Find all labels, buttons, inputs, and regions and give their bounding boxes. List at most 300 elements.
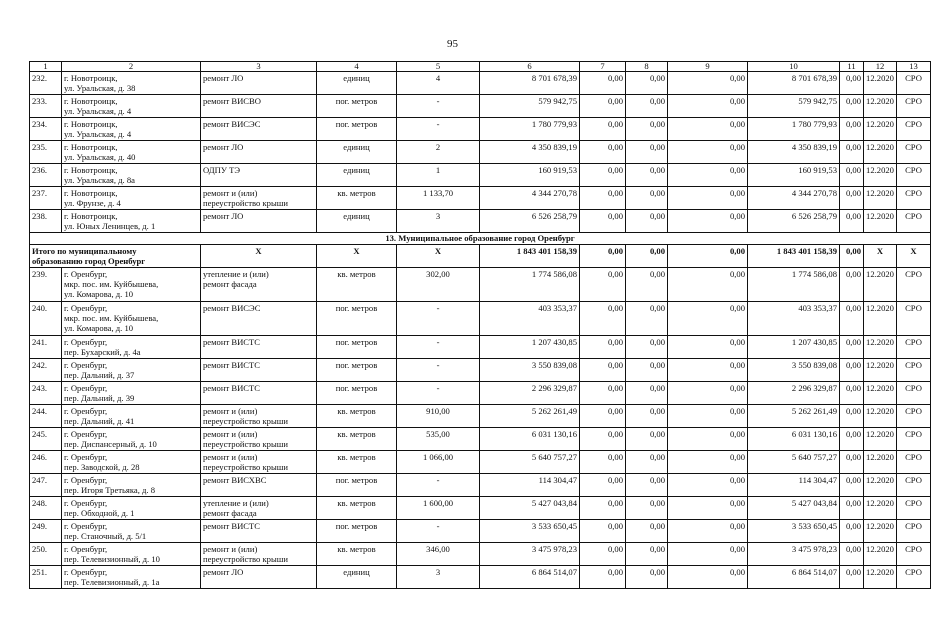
- table-row: [30, 451, 931, 474]
- value-cell: 0,00: [626, 497, 668, 520]
- value-cell: 0,00: [668, 543, 748, 566]
- cell-line: г. Оренбург,: [64, 429, 108, 439]
- row-number: 250.: [30, 543, 62, 566]
- unit-cell: единиц: [317, 141, 397, 164]
- completion-date-cell: 12.2020: [864, 141, 897, 164]
- cell-line: пер. Обходной, д. 1: [64, 508, 135, 518]
- total-cost-cell: 114 304,47: [480, 474, 580, 497]
- quantity-cell: 3: [397, 566, 480, 589]
- address-cell: [62, 520, 201, 543]
- table-row: [30, 268, 931, 302]
- value-cell: 0,00: [626, 72, 668, 95]
- table-row: [30, 405, 931, 428]
- table-row: [30, 336, 931, 359]
- address-cell: [62, 268, 201, 302]
- source-cell: СРО: [897, 118, 931, 141]
- cell-line: ул. Юных Ленинцев, д. 1: [64, 221, 156, 231]
- row-number: 232.: [30, 72, 62, 95]
- total-cost-cell: 2 296 329,87: [480, 382, 580, 405]
- value-cell: 0,00: [580, 497, 626, 520]
- regional-fund-cell: 1 774 586,08: [748, 268, 840, 302]
- source-cell: СРО: [897, 520, 931, 543]
- cell-line: ремонт и (или): [203, 188, 258, 198]
- total-cost-cell: 6 526 258,79: [480, 210, 580, 233]
- address-cell: [62, 95, 201, 118]
- value-cell: 0,00: [840, 428, 864, 451]
- cell-line: переустройство крыши: [203, 439, 288, 449]
- value-cell: 0,00: [580, 95, 626, 118]
- cell-line: ремонт ЛО: [203, 211, 244, 221]
- cell-line: г. Оренбург,: [64, 521, 108, 531]
- regional-fund-cell: 3 550 839,08: [748, 359, 840, 382]
- value-cell: 0,00: [580, 210, 626, 233]
- x-mark: X: [201, 245, 317, 268]
- unit-cell: единиц: [317, 164, 397, 187]
- regional-fund-cell: 5 262 261,49: [748, 405, 840, 428]
- value-cell: 0,00: [668, 566, 748, 589]
- cell-line: ремонт ЛО: [203, 567, 244, 577]
- value-cell: 0,00: [626, 302, 668, 336]
- value-cell: 0,00: [668, 245, 748, 268]
- value-cell: 0,00: [840, 268, 864, 302]
- total-cost-cell: 4 344 270,78: [480, 187, 580, 210]
- address-cell: [62, 543, 201, 566]
- x-mark: X: [397, 245, 480, 268]
- unit-cell: пог. метров: [317, 118, 397, 141]
- cell-line: ремонт ВИСТС: [203, 521, 261, 531]
- unit-cell: кв. метров: [317, 543, 397, 566]
- value-cell: 0,00: [580, 187, 626, 210]
- value-cell: 0,00: [626, 566, 668, 589]
- completion-date-cell: 12.2020: [864, 210, 897, 233]
- completion-date-cell: 12.2020: [864, 405, 897, 428]
- row-number: 246.: [30, 451, 62, 474]
- address-cell: [62, 566, 201, 589]
- source-cell: СРО: [897, 95, 931, 118]
- value-cell: 0,00: [840, 118, 864, 141]
- cell-line: г. Новотроицк,: [64, 142, 118, 152]
- value-cell: 0,00: [580, 451, 626, 474]
- value-cell: 0,00: [840, 210, 864, 233]
- unit-cell: кв. метров: [317, 428, 397, 451]
- source-cell: СРО: [897, 428, 931, 451]
- value-cell: 0,00: [580, 302, 626, 336]
- total-cost-cell: 1 774 586,08: [480, 268, 580, 302]
- column-number-cell: 9: [668, 62, 748, 72]
- cell-line: ремонт фасада: [203, 279, 257, 289]
- completion-date-cell: 12.2020: [864, 566, 897, 589]
- work-type-cell: [201, 95, 317, 118]
- total-cost-cell: 5 262 261,49: [480, 405, 580, 428]
- value-cell: 0,00: [626, 543, 668, 566]
- row-number: 237.: [30, 187, 62, 210]
- completion-date-cell: 12.2020: [864, 474, 897, 497]
- table-row: [30, 520, 931, 543]
- address-cell: [62, 118, 201, 141]
- value-cell: 0,00: [840, 245, 864, 268]
- quantity-cell: 2: [397, 141, 480, 164]
- table-row: [30, 72, 931, 95]
- column-number-cell: 5: [397, 62, 480, 72]
- work-type-cell: [201, 474, 317, 497]
- total-cost-cell: 6 864 514,07: [480, 566, 580, 589]
- table-row: [30, 302, 931, 336]
- quantity-cell: -: [397, 118, 480, 141]
- value-cell: 0,00: [668, 451, 748, 474]
- cell-line: пер. Телевизионный, д. 10: [64, 554, 160, 564]
- work-type-cell: [201, 451, 317, 474]
- source-cell: СРО: [897, 474, 931, 497]
- column-number-cell: 7: [580, 62, 626, 72]
- value-cell: 0,00: [840, 382, 864, 405]
- table-row: [30, 210, 931, 233]
- value-cell: 0,00: [668, 428, 748, 451]
- row-number: 240.: [30, 302, 62, 336]
- value-cell: 0,00: [626, 474, 668, 497]
- value-cell: 0,00: [840, 497, 864, 520]
- table-row: [30, 566, 931, 589]
- regional-fund-cell: 114 304,47: [748, 474, 840, 497]
- x-mark: X: [897, 245, 931, 268]
- total-cost-cell: 8 701 678,39: [480, 72, 580, 95]
- completion-date-cell: 12.2020: [864, 164, 897, 187]
- column-number-cell: 8: [626, 62, 668, 72]
- regional-fund-cell: 2 296 329,87: [748, 382, 840, 405]
- cell-line: утепление и (или): [203, 269, 269, 279]
- unit-cell: кв. метров: [317, 405, 397, 428]
- value-cell: 0,00: [626, 359, 668, 382]
- total-cost-cell: 3 550 839,08: [480, 359, 580, 382]
- value-cell: 0,00: [626, 187, 668, 210]
- column-number-cell: 13: [897, 62, 931, 72]
- address-cell: [62, 302, 201, 336]
- value-cell: 0,00: [668, 497, 748, 520]
- page-number: 95: [447, 38, 458, 50]
- source-cell: СРО: [897, 210, 931, 233]
- completion-date-cell: 12.2020: [864, 336, 897, 359]
- address-cell: [62, 72, 201, 95]
- total-cost-cell: 1 207 430,85: [480, 336, 580, 359]
- value-cell: 0,00: [626, 520, 668, 543]
- address-cell: [62, 187, 201, 210]
- quantity-cell: -: [397, 520, 480, 543]
- cell-line: г. Оренбург,: [64, 383, 108, 393]
- cell-line: пер. Диспансерный, д. 10: [64, 439, 157, 449]
- cell-line: г. Оренбург,: [64, 269, 108, 279]
- completion-date-cell: 12.2020: [864, 451, 897, 474]
- work-type-cell: [201, 141, 317, 164]
- value-cell: 0,00: [580, 118, 626, 141]
- regional-fund-cell: 160 919,53: [748, 164, 840, 187]
- source-cell: СРО: [897, 382, 931, 405]
- cell-line: ремонт и (или): [203, 452, 258, 462]
- quantity-cell: -: [397, 302, 480, 336]
- source-cell: СРО: [897, 164, 931, 187]
- work-type-cell: [201, 382, 317, 405]
- cell-line: ремонт ВИСВО: [203, 96, 261, 106]
- cell-line: переустройство крыши: [203, 416, 288, 426]
- cell-line: пер. Заводской, д. 28: [64, 462, 140, 472]
- unit-cell: пог. метров: [317, 336, 397, 359]
- address-cell: [62, 474, 201, 497]
- cell-line: ремонт ВИСТС: [203, 337, 261, 347]
- cell-line: образованию город Оренбург: [32, 256, 146, 266]
- regional-fund-cell: 579 942,75: [748, 95, 840, 118]
- cell-line: ул. Комарова, д. 10: [64, 323, 134, 333]
- work-type-cell: [201, 428, 317, 451]
- source-cell: СРО: [897, 543, 931, 566]
- value-cell: 0,00: [580, 72, 626, 95]
- value-cell: 0,00: [626, 118, 668, 141]
- address-cell: [62, 451, 201, 474]
- value-cell: 0,00: [580, 164, 626, 187]
- quantity-cell: -: [397, 474, 480, 497]
- quantity-cell: -: [397, 359, 480, 382]
- work-type-cell: [201, 497, 317, 520]
- cell-line: пер. Станочный, д. 5/1: [64, 531, 147, 541]
- cell-line: ремонт и (или): [203, 406, 258, 416]
- cell-line: мкр. пос. им. Куйбышева,: [64, 313, 159, 323]
- total-cost-cell: 4 350 839,19: [480, 141, 580, 164]
- cell-line: ремонт ЛО: [203, 73, 244, 83]
- value-cell: 0,00: [626, 210, 668, 233]
- column-number-cell: 11: [840, 62, 864, 72]
- quantity-cell: -: [397, 336, 480, 359]
- table-row: [30, 382, 931, 405]
- work-type-cell: [201, 187, 317, 210]
- value-cell: 0,00: [580, 141, 626, 164]
- value-cell: 0,00: [626, 164, 668, 187]
- quantity-cell: 302,00: [397, 268, 480, 302]
- quantity-cell: 1: [397, 164, 480, 187]
- source-cell: СРО: [897, 497, 931, 520]
- cell-line: ремонт ВИСЭС: [203, 303, 261, 313]
- cell-line: пер. Телевизионный, д. 1а: [64, 577, 160, 587]
- work-type-cell: [201, 164, 317, 187]
- row-number: 248.: [30, 497, 62, 520]
- cell-line: г. Оренбург,: [64, 475, 108, 485]
- quantity-cell: 3: [397, 210, 480, 233]
- value-cell: 0,00: [668, 302, 748, 336]
- table-row: [30, 359, 931, 382]
- unit-cell: единиц: [317, 566, 397, 589]
- cell-line: г. Новотроицк,: [64, 188, 118, 198]
- source-cell: СРО: [897, 141, 931, 164]
- value-cell: 0,00: [580, 543, 626, 566]
- table-row: [30, 164, 931, 187]
- cell-line: г. Новотроицк,: [64, 119, 118, 129]
- cell-line: пер. Игоря Третьяка, д. 8: [64, 485, 156, 495]
- regional-fund-cell: 4 344 270,78: [748, 187, 840, 210]
- row-number: 245.: [30, 428, 62, 451]
- value-cell: 0,00: [626, 141, 668, 164]
- work-type-cell: [201, 118, 317, 141]
- cell-line: пер. Бухарский, д. 4а: [64, 347, 141, 357]
- completion-date-cell: 12.2020: [864, 95, 897, 118]
- quantity-cell: 1 133,70: [397, 187, 480, 210]
- table-row: [30, 187, 931, 210]
- column-number-row: [30, 62, 931, 72]
- value-cell: 0,00: [626, 382, 668, 405]
- address-cell: [62, 428, 201, 451]
- cell-line: г. Новотроицк,: [64, 73, 118, 83]
- value-cell: 0,00: [626, 336, 668, 359]
- row-number: 233.: [30, 95, 62, 118]
- quantity-cell: -: [397, 95, 480, 118]
- cell-line: г. Новотроицк,: [64, 165, 118, 175]
- regional-fund-cell: 1 843 401 158,39: [748, 245, 840, 268]
- regional-fund-cell: 403 353,37: [748, 302, 840, 336]
- table-row: [30, 118, 931, 141]
- cell-line: г. Новотроицк,: [64, 211, 118, 221]
- work-type-cell: [201, 210, 317, 233]
- row-number: 236.: [30, 164, 62, 187]
- column-number-cell: 3: [201, 62, 317, 72]
- value-cell: 0,00: [840, 405, 864, 428]
- value-cell: 0,00: [580, 382, 626, 405]
- cell-line: ул. Комарова, д. 10: [64, 289, 134, 299]
- value-cell: 0,00: [668, 336, 748, 359]
- row-number: 242.: [30, 359, 62, 382]
- completion-date-cell: 12.2020: [864, 187, 897, 210]
- cell-line: пер. Дальний, д. 41: [64, 416, 135, 426]
- work-type-cell: [201, 520, 317, 543]
- value-cell: 0,00: [840, 141, 864, 164]
- cell-line: ремонт фасада: [203, 508, 257, 518]
- unit-cell: пог. метров: [317, 520, 397, 543]
- source-cell: СРО: [897, 451, 931, 474]
- value-cell: 0,00: [840, 520, 864, 543]
- table-row: [30, 543, 931, 566]
- x-mark: X: [317, 245, 397, 268]
- cell-line: г. Оренбург,: [64, 303, 108, 313]
- cell-line: ремонт ВИСЭС: [203, 119, 261, 129]
- value-cell: 0,00: [626, 451, 668, 474]
- cell-line: Итого по муниципальному: [32, 246, 137, 256]
- completion-date-cell: 12.2020: [864, 302, 897, 336]
- total-cost-cell: 579 942,75: [480, 95, 580, 118]
- table-row: [30, 497, 931, 520]
- source-cell: СРО: [897, 72, 931, 95]
- value-cell: 0,00: [840, 543, 864, 566]
- quantity-cell: 4: [397, 72, 480, 95]
- unit-cell: кв. метров: [317, 451, 397, 474]
- quantity-cell: 910,00: [397, 405, 480, 428]
- work-type-cell: [201, 359, 317, 382]
- unit-cell: пог. метров: [317, 474, 397, 497]
- cell-line: переустройство крыши: [203, 554, 288, 564]
- value-cell: 0,00: [668, 72, 748, 95]
- cell-line: утепление и (или): [203, 498, 269, 508]
- unit-cell: пог. метров: [317, 359, 397, 382]
- municipal-total-row: [30, 245, 931, 268]
- source-cell: СРО: [897, 405, 931, 428]
- regional-fund-cell: 1 207 430,85: [748, 336, 840, 359]
- cell-line: ул. Уральская, д. 8а: [64, 175, 135, 185]
- column-number-cell: 1: [30, 62, 62, 72]
- value-cell: 0,00: [668, 520, 748, 543]
- completion-date-cell: 12.2020: [864, 118, 897, 141]
- regional-fund-cell: 5 427 043,84: [748, 497, 840, 520]
- value-cell: 0,00: [840, 359, 864, 382]
- value-cell: 0,00: [626, 405, 668, 428]
- total-cost-cell: 1 780 779,93: [480, 118, 580, 141]
- row-number: 247.: [30, 474, 62, 497]
- regional-fund-cell: 6 864 514,07: [748, 566, 840, 589]
- work-type-cell: [201, 405, 317, 428]
- cell-line: ремонт ВИСХВС: [203, 475, 267, 485]
- table-row: [30, 95, 931, 118]
- address-cell: [62, 359, 201, 382]
- value-cell: 0,00: [668, 164, 748, 187]
- completion-date-cell: 12.2020: [864, 268, 897, 302]
- row-number: 251.: [30, 566, 62, 589]
- cell-line: г. Оренбург,: [64, 337, 108, 347]
- table-row: [30, 141, 931, 164]
- cell-line: ремонт ВИСТС: [203, 360, 261, 370]
- cell-line: ремонт и (или): [203, 544, 258, 554]
- total-label: [30, 245, 201, 268]
- total-cost-cell: 5 427 043,84: [480, 497, 580, 520]
- total-cost-cell: 160 919,53: [480, 164, 580, 187]
- value-cell: 0,00: [580, 359, 626, 382]
- unit-cell: кв. метров: [317, 187, 397, 210]
- value-cell: 0,00: [840, 72, 864, 95]
- column-number-cell: 2: [62, 62, 201, 72]
- value-cell: 0,00: [668, 405, 748, 428]
- quantity-cell: 346,00: [397, 543, 480, 566]
- work-type-cell: [201, 336, 317, 359]
- work-type-cell: [201, 302, 317, 336]
- value-cell: 0,00: [840, 302, 864, 336]
- source-cell: СРО: [897, 359, 931, 382]
- cell-line: г. Новотроицк,: [64, 96, 118, 106]
- value-cell: 0,00: [626, 95, 668, 118]
- column-number-cell: 4: [317, 62, 397, 72]
- work-type-cell: [201, 72, 317, 95]
- cell-line: г. Оренбург,: [64, 452, 108, 462]
- cell-line: пер. Дальний, д. 39: [64, 393, 135, 403]
- capital-repair-table: [29, 61, 931, 589]
- value-cell: 0,00: [580, 520, 626, 543]
- value-cell: 0,00: [580, 566, 626, 589]
- regional-fund-cell: 6 031 130,16: [748, 428, 840, 451]
- cell-line: г. Оренбург,: [64, 360, 108, 370]
- address-cell: [62, 141, 201, 164]
- row-number: 243.: [30, 382, 62, 405]
- regional-fund-cell: 4 350 839,19: [748, 141, 840, 164]
- quantity-cell: 535,00: [397, 428, 480, 451]
- cell-line: ул. Уральская, д. 38: [64, 83, 136, 93]
- table-row: [30, 428, 931, 451]
- work-type-cell: [201, 566, 317, 589]
- regional-fund-cell: 3 475 978,23: [748, 543, 840, 566]
- value-cell: 0,00: [580, 405, 626, 428]
- value-cell: 0,00: [668, 95, 748, 118]
- cell-line: ул. Фрунзе, д. 4: [64, 198, 121, 208]
- source-cell: СРО: [897, 566, 931, 589]
- completion-date-cell: 12.2020: [864, 520, 897, 543]
- row-number: 234.: [30, 118, 62, 141]
- value-cell: 0,00: [580, 245, 626, 268]
- cell-line: ОДПУ ТЭ: [203, 165, 241, 175]
- column-number-cell: 10: [748, 62, 840, 72]
- value-cell: 0,00: [626, 268, 668, 302]
- completion-date-cell: 12.2020: [864, 382, 897, 405]
- regional-fund-cell: 3 533 650,45: [748, 520, 840, 543]
- completion-date-cell: 12.2020: [864, 359, 897, 382]
- completion-date-cell: 12.2020: [864, 72, 897, 95]
